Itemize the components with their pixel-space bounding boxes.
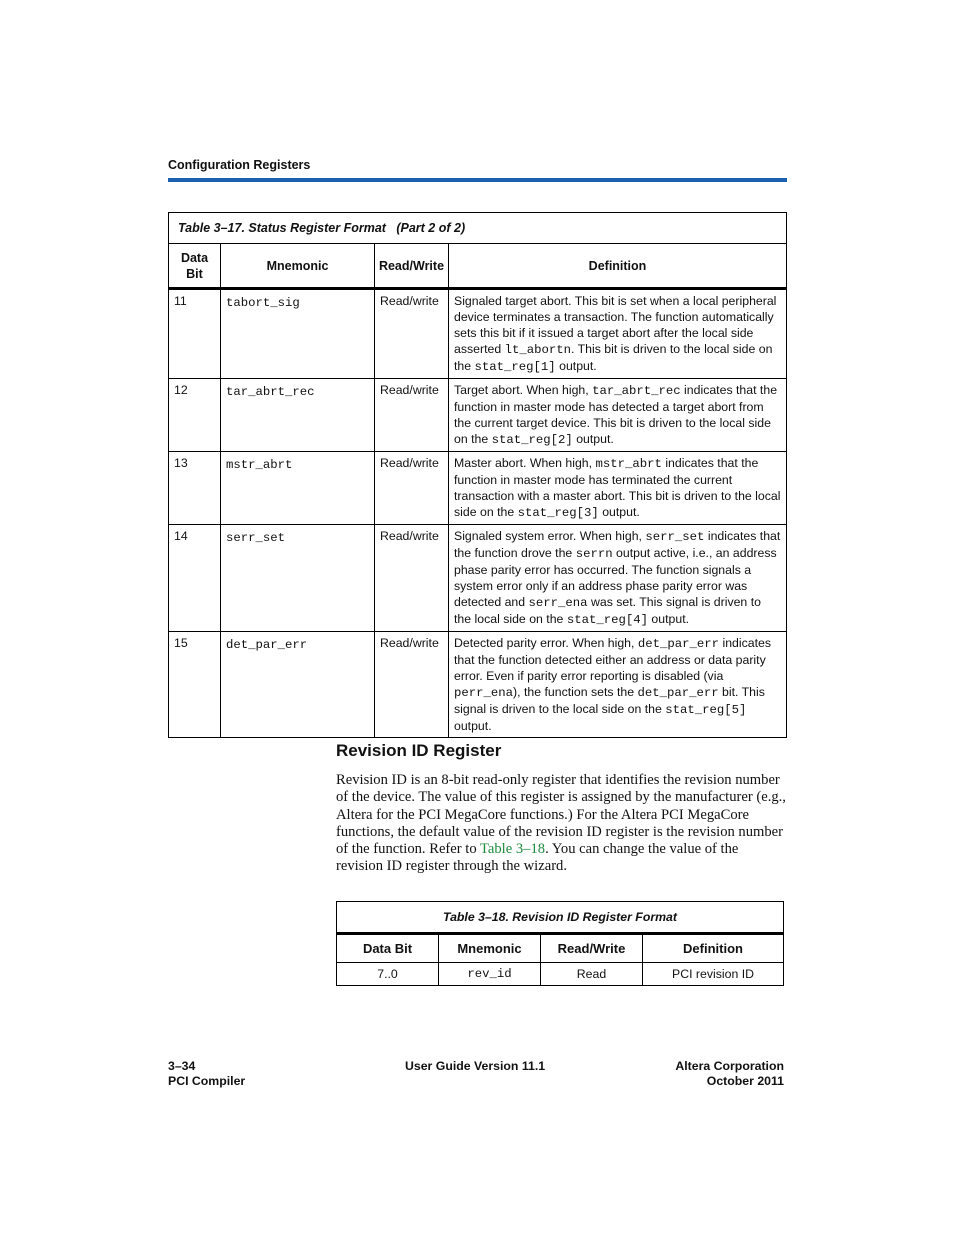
paragraph-text: Revision ID is an 8-bit read-only register that identifies the revision number of the device. The value of this register is assigned by the manufacturer (e.g., Altera for the PCI MegaCore functions.) For the Altera PCI MegaCore functions, the default value of the revision ID register is the revision number of the function. Refer to <box>336 772 786 858</box>
table-row <box>169 525 787 632</box>
table-row <box>169 452 787 525</box>
table-row <box>169 379 787 452</box>
code-term: stat_reg[5] <box>665 703 747 717</box>
cell-data-bit: 7..0 <box>337 963 439 986</box>
cell-read-write: Read <box>541 963 643 986</box>
definition-text: output. <box>454 719 492 733</box>
cell-read-write: Read/write <box>375 525 449 632</box>
body-paragraph <box>336 772 786 876</box>
cell-definition: PCI revision ID <box>643 963 784 986</box>
footer-guide-version: User Guide Version 11.1 <box>405 1059 546 1073</box>
column-header-definition: Definition <box>643 934 784 963</box>
cell-mnemonic: rev_id <box>439 963 541 986</box>
column-header-data-bit: Data Bit <box>337 934 439 963</box>
revision-id-table <box>336 901 784 986</box>
code-term: stat_reg[3] <box>517 506 599 520</box>
cell-data-bit: 15 <box>169 632 221 738</box>
code-term: lt_abortn <box>504 343 572 357</box>
definition-text: indicates that the function detected either an address or data parity error. Even if parity error reporting is disabled (via <box>454 636 771 683</box>
definition-text: bit. This signal is driven to the local side on the <box>454 685 765 716</box>
cell-definition <box>449 379 787 452</box>
running-header: Configuration Registers <box>168 158 311 172</box>
code-term: tar_abrt_rec <box>592 384 681 398</box>
code-term: stat_reg[1] <box>474 360 556 374</box>
cell-definition <box>449 452 787 525</box>
cell-data-bit: 14 <box>169 525 221 632</box>
paragraph-text-end: . You can change the value of the revision ID register through the wizard. <box>336 841 739 875</box>
section-heading: Revision ID Register <box>336 741 502 760</box>
cell-definition <box>449 525 787 632</box>
table-row <box>169 632 787 738</box>
definition-text: . This bit is driven to the local side on the <box>454 342 773 373</box>
code-term: serr_ena <box>528 596 588 610</box>
page-number: 3–34 <box>168 1059 196 1073</box>
code-term: perr_ena <box>454 686 514 700</box>
code-term: serrn <box>575 547 613 561</box>
status-register-table <box>168 212 787 738</box>
code-term: det_par_err <box>637 637 720 651</box>
company-name: Altera Corporation <box>675 1059 784 1073</box>
table-caption: Table 3–17. Status Register Format (Part 2 of 2) <box>169 213 787 244</box>
column-header-data-bit: Data Bit <box>169 244 221 289</box>
definition-text: indicates that the function drove the <box>454 529 781 560</box>
column-header-mnemonic: Mnemonic <box>221 244 375 289</box>
definition-text: output. <box>648 612 690 626</box>
code-term: serr_set <box>645 530 705 544</box>
header-rule <box>168 178 787 182</box>
column-header-read-write: Read/Write <box>541 934 643 963</box>
definition-text: output. <box>555 359 597 373</box>
code-term: det_par_err <box>637 686 719 700</box>
publication-date: October 2011 <box>706 1074 784 1088</box>
cell-mnemonic: mstr_abrt <box>221 452 375 525</box>
cell-read-write: Read/write <box>375 289 449 379</box>
cell-definition <box>449 289 787 379</box>
cell-mnemonic: tabort_sig <box>221 289 375 379</box>
definition-text: output. <box>598 505 640 519</box>
column-header-mnemonic: Mnemonic <box>439 934 541 963</box>
cell-mnemonic: tar_abrt_rec <box>221 379 375 452</box>
code-term: stat_reg[2] <box>491 433 573 447</box>
column-header-read-write: Read/Write <box>375 244 449 289</box>
definition-text: ), the function sets the <box>513 685 638 699</box>
definition-text: Signaled system error. When high, <box>454 529 646 543</box>
definition-text: Detected parity error. When high, <box>454 636 638 650</box>
definition-text: indicates that the function in master mode has detected a target abort from the current target device. This bit is driven to the local side on the <box>454 383 778 446</box>
definition-text: output. <box>572 432 614 446</box>
cell-mnemonic: serr_set <box>221 525 375 632</box>
definition-text: indicates that the function in master mode has terminated the current transaction with a master abort. This bit is driven to the local side on the <box>454 456 781 519</box>
cell-read-write: Read/write <box>375 379 449 452</box>
cell-definition <box>449 632 787 738</box>
definition-text: Signaled target abort. This bit is set when a local peripheral device terminates a transaction. The function automatically sets this bit if it issued a target abort after the local side asserted <box>454 294 777 356</box>
footer-left <box>168 1059 245 1089</box>
table-row <box>337 963 784 986</box>
cell-data-bit: 13 <box>169 452 221 525</box>
column-header-definition: Definition <box>449 244 787 289</box>
table-row <box>169 289 787 379</box>
definition-text: output active, i.e., an address phase parity error has occurred. The function signals a system error only if an address phase parity error was detected and <box>454 546 777 609</box>
cell-mnemonic: det_par_err <box>221 632 375 738</box>
product-name: PCI Compiler <box>168 1074 246 1088</box>
cell-read-write: Read/write <box>375 632 449 738</box>
footer-right <box>600 1059 784 1089</box>
table-reference-link[interactable]: Table 3–18 <box>480 841 546 858</box>
code-term: stat_reg[4] <box>566 613 648 627</box>
code-term: mstr_abrt <box>595 457 662 471</box>
cell-read-write: Read/write <box>375 452 449 525</box>
table-caption: Table 3–18. Revision ID Register Format <box>337 902 784 934</box>
definition-text: Master abort. When high, <box>454 456 596 470</box>
definition-text: Target abort. When high, <box>454 383 593 397</box>
cell-data-bit: 12 <box>169 379 221 452</box>
definition-text: was set. This signal is driven to the local side on the <box>454 595 761 626</box>
cell-data-bit: 11 <box>169 289 221 379</box>
